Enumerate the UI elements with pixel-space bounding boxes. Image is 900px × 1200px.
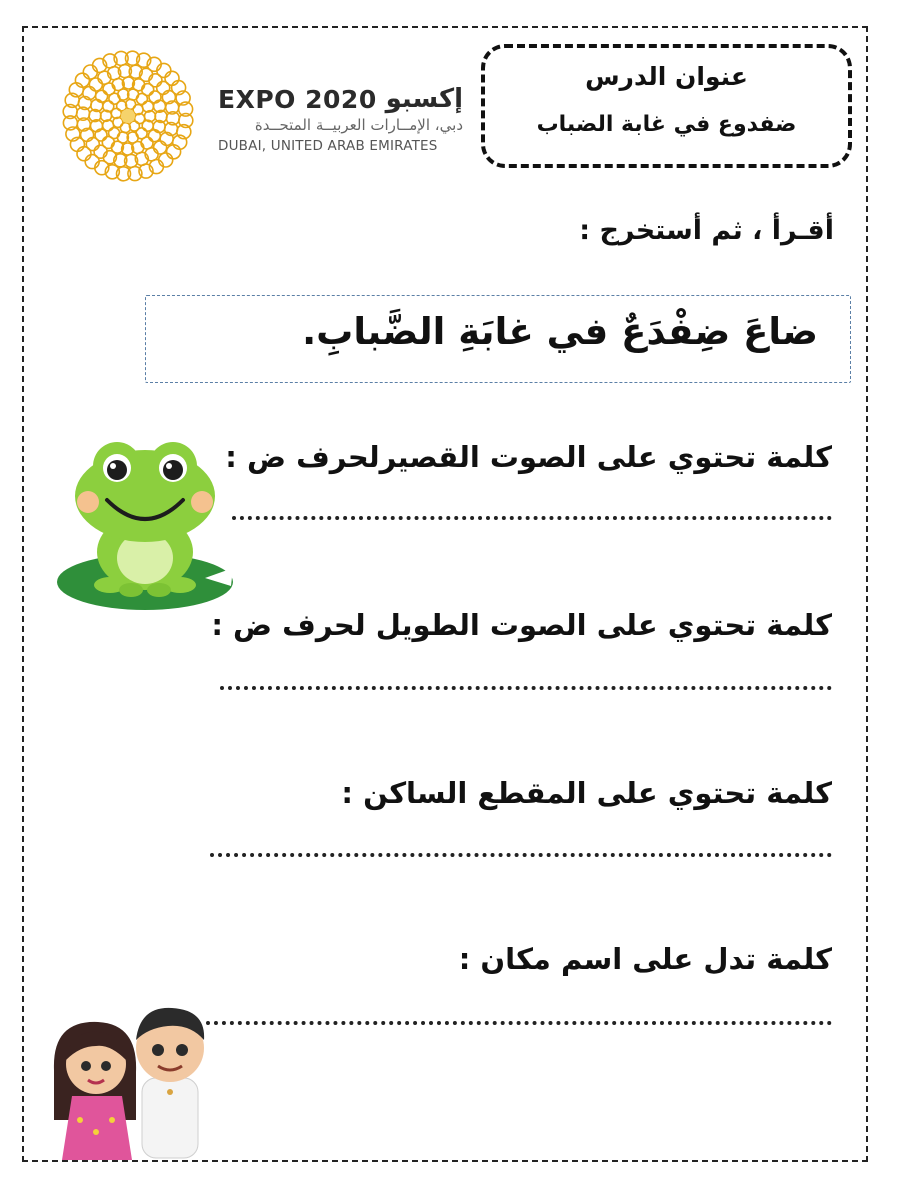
lesson-title-box <box>481 44 852 168</box>
answer-line-3[interactable] <box>210 853 832 857</box>
answer-line-2[interactable] <box>220 686 832 690</box>
question-4: كلمة تدل على اسم مكان : <box>458 942 832 976</box>
lesson-title: ضفدوع في غابة الضباب <box>536 112 797 137</box>
question-3: كلمة تحتوي على المقطع الساكن : <box>341 776 832 810</box>
expo-logo-subtitle-arabic: دبي، الإمــارات العربيــة المتحــدة <box>254 116 463 134</box>
reading-sentence-box <box>145 295 851 383</box>
answer-line-4[interactable] <box>206 1021 832 1025</box>
question-1: كلمة تحتوي على الصوت القصيرلحرف ض : <box>225 440 832 474</box>
answer-line-1[interactable] <box>232 516 832 520</box>
expo-logo-english: EXPO 2020 <box>218 84 377 114</box>
expo-emblem-icon <box>50 38 210 198</box>
frog-icon <box>55 440 235 615</box>
expo-2020-logo <box>50 38 470 198</box>
children-icon <box>40 1000 240 1165</box>
lesson-title-label: عنوان الدرس <box>585 62 748 91</box>
question-2: كلمة تحتوي على الصوت الطويل لحرف ض : <box>211 608 832 642</box>
expo-logo-arabic: إكسبو <box>385 84 463 114</box>
expo-logo-subtitle-english: DUBAI, UNITED ARAB EMIRATES <box>218 138 438 154</box>
reading-sentence: ضاعَ ضِفْدَعٌ في غابَةِ الضَّبابِ. <box>302 310 818 353</box>
instruction-text: أقـرأ ، ثم أستخرج : <box>579 215 834 246</box>
